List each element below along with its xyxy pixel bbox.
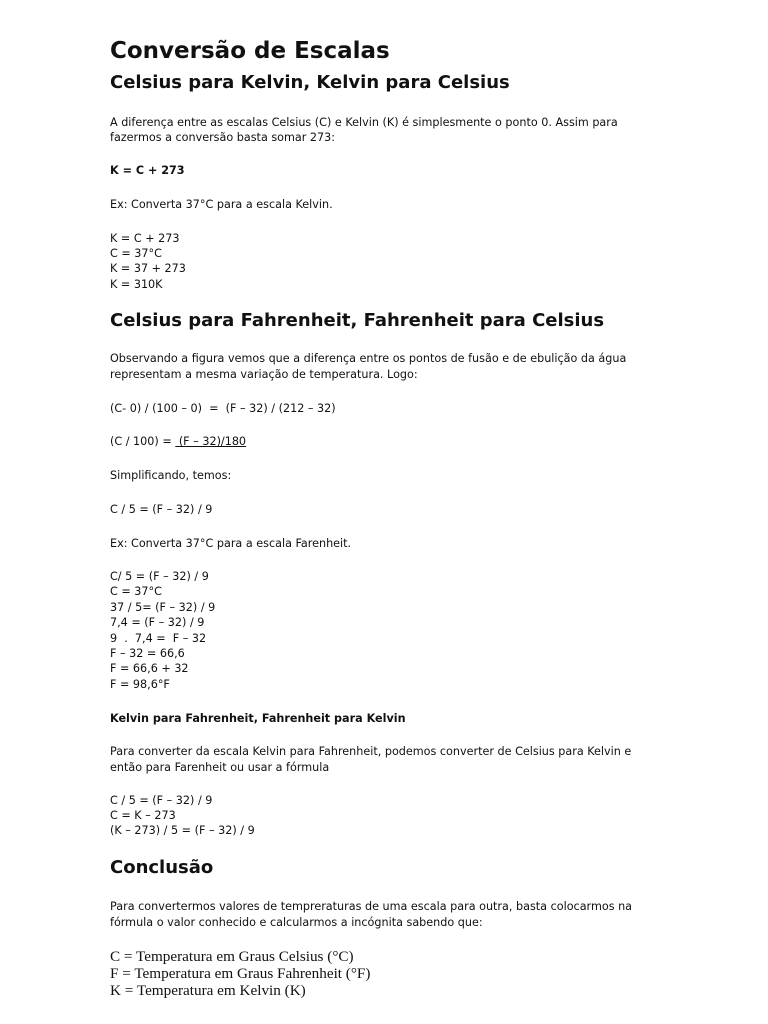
- equation-line: C / 5 = (F – 32) / 9: [110, 503, 213, 516]
- step-line: C / 5 = (F – 32) / 9: [110, 794, 213, 807]
- paragraph-line: representam a mesma variação de temperatura. Logo:: [110, 368, 418, 381]
- step-line: 9 . 7,4 = F – 32: [110, 632, 207, 645]
- paragraph-line: então para Farenheit ou usar a fórmula: [110, 761, 330, 774]
- equation-line: (C- 0) / (100 – 0) = (F – 32) / (212 – 32): [110, 402, 336, 415]
- step-line: F – 32 = 66,6: [110, 647, 185, 660]
- paragraph-line: fórmula o valor conhecido e calcularmos a incógnita sabendo que:: [110, 916, 483, 929]
- simplify-text: Simplificando, temos:: [110, 469, 232, 482]
- step-line: K = 37 + 273: [110, 262, 186, 275]
- step-line: 7,4 = (F – 32) / 9: [110, 616, 205, 629]
- paragraph-line: Para convertermos valores de tempreraturas de uma escala para outra, basta colocarmos na: [110, 900, 633, 913]
- step-line: C = K – 273: [110, 809, 176, 822]
- definition-line: F = Temperatura em Graus Fahrenheit (°F): [110, 965, 371, 982]
- paragraph-line: Observando a figura vemos que a diferença entre os pontos de fusão e de ebulição da água: [110, 352, 627, 365]
- step-line: K = 310K: [110, 278, 163, 291]
- paragraph-line: Para converter da escala Kelvin para Fahrenheit, podemos converter de Celsius para Kelvin e: [110, 745, 632, 758]
- step-line: F = 66,6 + 32: [110, 662, 189, 675]
- section-heading-celsius-kelvin: Celsius para Kelvin, Kelvin para Celsius: [110, 72, 510, 93]
- section-heading-conclusao: Conclusão: [110, 857, 214, 878]
- definition-line: C = Temperatura em Graus Celsius (°C): [110, 948, 354, 965]
- example-text: Ex: Converta 37°C para a escala Farenheit.: [110, 537, 352, 550]
- step-line: C = 37°C: [110, 585, 162, 598]
- step-line: C/ 5 = (F – 32) / 9: [110, 570, 209, 583]
- equation-line: [110, 436, 246, 447]
- step-line: 37 / 5= (F – 32) / 9: [110, 601, 216, 614]
- step-line: F = 98,6°F: [110, 678, 170, 691]
- paragraph-line: A diferença entre as escalas Celsius (C) e Kelvin (K) é simplesmente o ponto 0. Assim para: [110, 116, 618, 129]
- step-line: C = 37°C: [110, 247, 162, 260]
- paragraph-line: fazermos a conversão basta somar 273:: [110, 131, 336, 144]
- step-line: (K – 273) / 5 = (F – 32) / 9: [110, 824, 255, 837]
- equation-right-underlined: (F – 32)/180: [175, 435, 247, 448]
- section-heading-kelvin-fahrenheit: Kelvin para Fahrenheit, Fahrenheit para Kelvin: [110, 712, 406, 725]
- step-line: K = C + 273: [110, 232, 180, 245]
- definition-line: K = Temperatura em Kelvin (K): [110, 982, 306, 999]
- page-title: Conversão de Escalas: [110, 38, 390, 64]
- section-heading-celsius-fahrenheit: Celsius para Fahrenheit, Fahrenheit para Celsius: [110, 310, 605, 331]
- formula-kelvin: K = C + 273: [110, 164, 185, 177]
- example-text: Ex: Converta 37°C para a escala Kelvin.: [110, 198, 333, 211]
- equation-left: (C / 100) =: [110, 435, 176, 448]
